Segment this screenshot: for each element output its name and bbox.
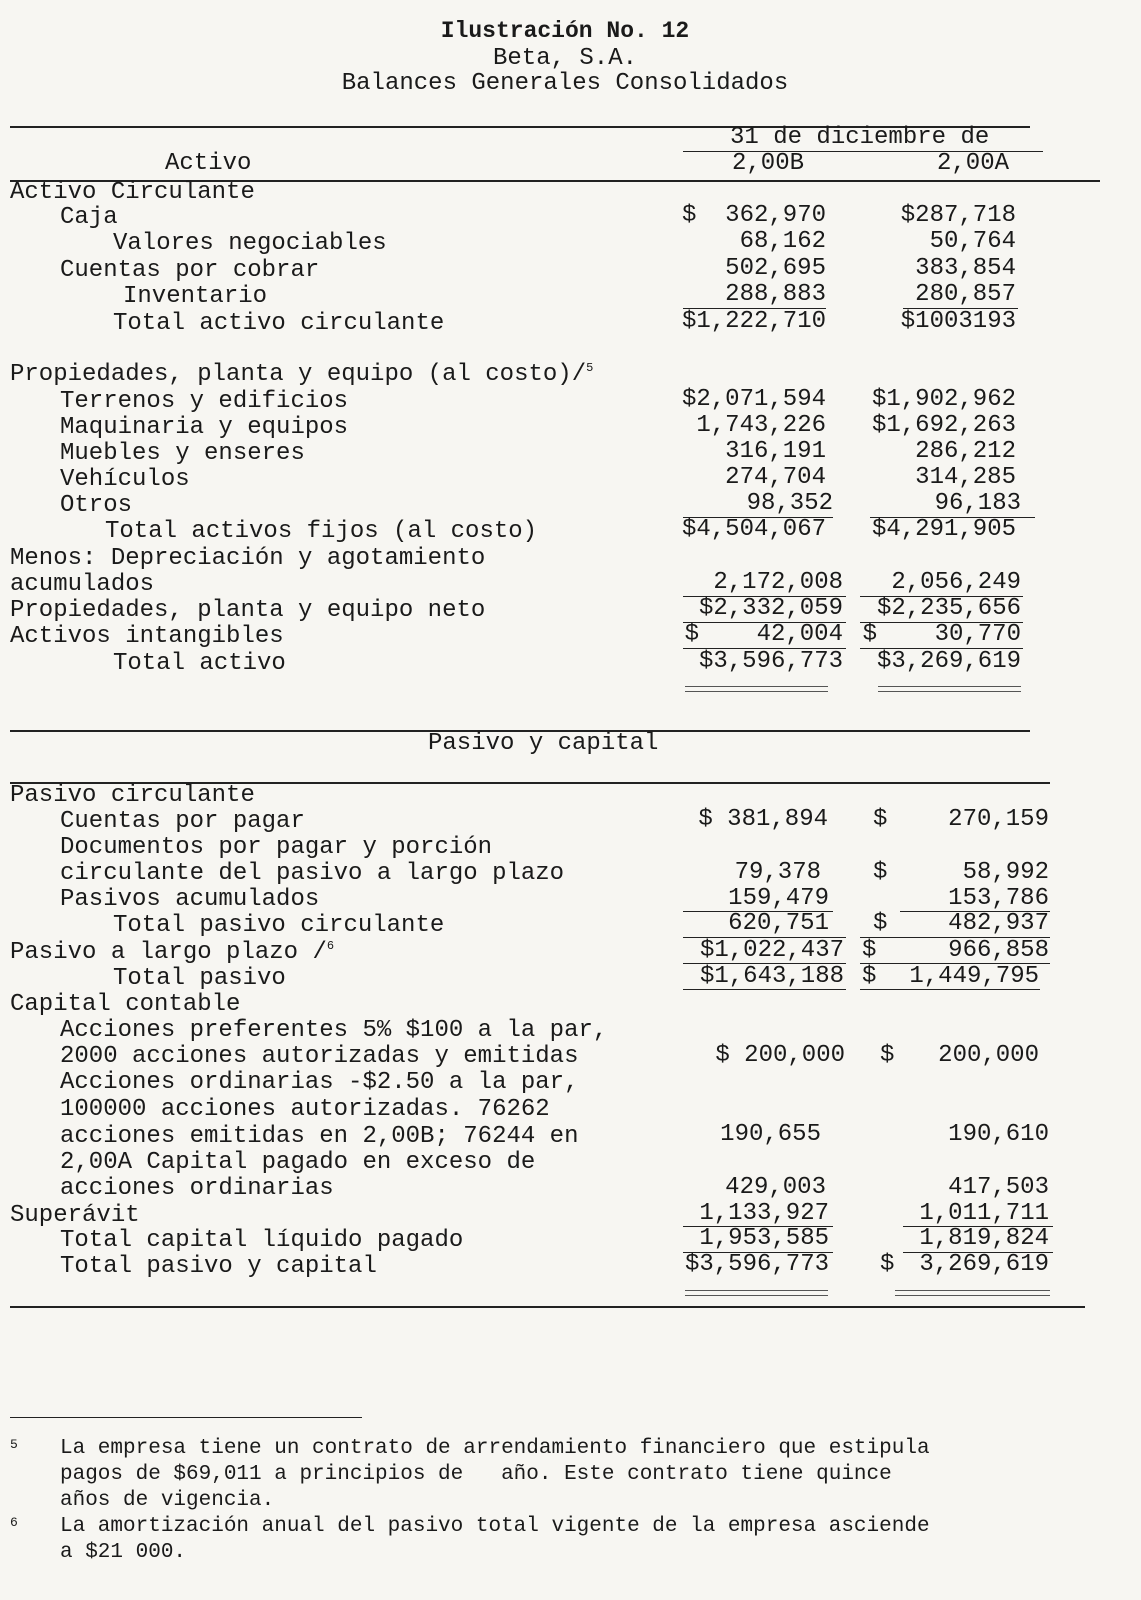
total-pasivo-circulante-b: 620,751 (728, 910, 829, 937)
preferentes-a: 200,000 (938, 1042, 1039, 1069)
pasivo-circulante-label: Pasivo circulante (10, 782, 255, 809)
valores-a: 50,764 (929, 228, 1016, 255)
total-pasivo-capital-b: $3,596,773 (684, 1251, 829, 1278)
tpyc-a-dollar: $ (880, 1251, 895, 1278)
largo-plazo-footnote-ref: 6 (326, 939, 335, 953)
footnote-5-line-3: años de vigencia. (60, 1489, 275, 1512)
acumulados-b: 159,479 (728, 885, 829, 912)
bottom-rule (10, 1306, 1085, 1308)
cxp-a: 270,159 (948, 806, 1049, 833)
exceso-b: 429,003 (725, 1174, 826, 1201)
acumulados-label: Pasivos acumulados (60, 886, 320, 913)
terrenos-b: $2,071,594 (681, 386, 826, 413)
vehiculos-b: 274,704 (725, 464, 826, 491)
footnote-5-line-1: La empresa tiene un contrato de arrendamiento financiero que estipula (60, 1437, 930, 1460)
total-fijos-label: Total activos fijos (al costo) (105, 518, 538, 545)
inventario-b: 288,883 (725, 281, 826, 308)
footnote-6-line-2: a $21 000. (60, 1541, 187, 1564)
exceso-a: 417,503 (948, 1174, 1049, 1201)
inventario-label: Inventario (123, 283, 268, 310)
cxc-label: Cuentas por cobrar (60, 257, 320, 284)
total-pasivo-label: Total pasivo (113, 965, 286, 992)
caja-b: $ 362,970 (681, 202, 826, 229)
otros-a: 96,183 (934, 490, 1021, 517)
cxc-a: 383,854 (915, 255, 1016, 282)
superavit-label: Superávit (10, 1202, 140, 1229)
largo-plazo-a: 966,858 (948, 937, 1049, 964)
maquinaria-label: Maquinaria y equipos (60, 414, 349, 441)
muebles-b: 316,191 (725, 438, 826, 465)
total-capital-a: 1,819,824 (919, 1225, 1049, 1252)
doc-a-dollar: $ (873, 859, 888, 886)
lp-a-dollar: $ (862, 937, 877, 964)
maquinaria-b: 1,743,226 (696, 412, 826, 439)
total-activo-circulante-a: $1003193 (900, 308, 1016, 335)
total-pasivo-capital-label: Total pasivo y capital (60, 1253, 377, 1280)
cxc-b: 502,695 (725, 255, 826, 282)
doc-b: 79,378 (734, 859, 821, 886)
vehiculos-label: Vehículos (60, 466, 190, 493)
otros-b: 98,352 (746, 490, 833, 517)
company-name: Beta, S.A. (492, 45, 638, 72)
double-underline (878, 686, 1021, 692)
doc-label-1: Documentos por pagar y porción (60, 834, 493, 861)
total-activo-label: Total activo (113, 650, 286, 677)
ppe-neto-label: Propiedades, planta y equipo neto (10, 597, 486, 624)
ppe-neto-a: $2,235,656 (876, 595, 1021, 622)
total-activo-circulante-b: $1,222,710 (681, 308, 826, 335)
largo-plazo-b: $1,022,437 (699, 937, 844, 964)
intangibles-a: $ 30,770 (862, 621, 1021, 648)
terrenos-label: Terrenos y edificios (60, 388, 349, 415)
vehiculos-a: 314,285 (915, 464, 1016, 491)
preferentes-label-2: 2000 acciones autorizadas y emitidas (60, 1043, 579, 1070)
doc-a: 58,992 (962, 859, 1049, 886)
tpc-a-dollar: $ (873, 910, 888, 937)
depreciacion-label-2: acumulados (10, 571, 155, 598)
rule (860, 989, 1040, 990)
superavit-a: 1,011,711 (919, 1200, 1049, 1227)
valores-label: Valores negociables (113, 230, 387, 257)
preferentes-label-1: Acciones preferentes 5% $100 a la par, (60, 1017, 608, 1044)
muebles-label: Muebles y enseres (60, 440, 305, 467)
cxp-b: $ 381,894 (698, 806, 828, 833)
footnote-5-number: 5 (10, 1437, 18, 1452)
ordinarias-b: 190,655 (720, 1121, 821, 1148)
ordinarias-label-3: acciones emitidas en 2,00B; 76244 en (60, 1123, 579, 1150)
total-capital-label: Total capital líquido pagado (60, 1227, 464, 1254)
tp-a-dollar: $ (862, 963, 877, 990)
cxp-label: Cuentas por pagar (60, 808, 305, 835)
maquinaria-a: $1,692,263 (871, 412, 1016, 439)
depreciacion-b: 2,172,008 (713, 569, 843, 596)
total-pasivo-circulante-label: Total pasivo circulante (113, 912, 445, 939)
total-fijos-a: $4,291,905 (871, 516, 1016, 543)
page-title: Ilustración No. 12 (440, 18, 690, 44)
double-underline (685, 1290, 828, 1296)
exceso-label-2: acciones ordinarias (60, 1175, 334, 1202)
year-a-header: 2,00A (937, 150, 1010, 177)
caja-label: Caja (60, 204, 118, 231)
valores-b: 68,162 (739, 228, 826, 255)
inventario-a: 280,857 (915, 281, 1016, 308)
ordinarias-label-1: Acciones ordinarias -$2.50 a la par, (60, 1069, 579, 1096)
date-header: 31 de diciembre de (730, 124, 990, 151)
statement-subtitle: Balances Generales Consolidados (341, 70, 789, 97)
ppe-neto-b: $2,332,059 (698, 595, 843, 622)
footnote-separator (10, 1417, 362, 1418)
pasivo-section-title: Pasivo y capital (428, 730, 659, 757)
total-fijos-b: $4,504,067 (681, 516, 826, 543)
pref-a-dollar: $ (880, 1042, 895, 1069)
total-pasivo-a: 1,449,795 (909, 963, 1039, 990)
terrenos-a: $1,902,962 (871, 386, 1016, 413)
ppe-label (10, 362, 593, 388)
largo-plazo-label (10, 940, 334, 966)
depreciacion-a: 2,056,249 (891, 569, 1021, 596)
intangibles-label: Activos intangibles (10, 623, 284, 650)
footnote-6-line-1: La amortización anual del pasivo total vigente de la empresa asciende (60, 1515, 930, 1538)
total-capital-b: 1,953,585 (699, 1225, 829, 1252)
total-activo-circulante-label: Total activo circulante (113, 310, 445, 337)
largo-plazo-text: Pasivo a largo plazo / (10, 939, 327, 966)
superavit-b: 1,133,927 (699, 1200, 829, 1227)
ordinarias-a: 190,610 (948, 1121, 1049, 1148)
preferentes-b: $ 200,000 (715, 1042, 845, 1069)
cxp-a-dollar: $ (873, 806, 888, 833)
double-underline (685, 686, 828, 692)
activo-circulante-label: Activo Circulante (10, 179, 255, 206)
total-pasivo-b: $1,643,188 (699, 963, 844, 990)
footnote-5-line-2: pagos de $69,011 a principios de año. Este contrato tiene quince (60, 1463, 892, 1486)
total-pasivo-capital-a: 3,269,619 (919, 1251, 1049, 1278)
footnote-6-number: 6 (10, 1515, 18, 1530)
otros-label: Otros (60, 492, 133, 519)
exceso-label-1: 2,00A Capital pagado en exceso de (60, 1149, 536, 1176)
capital-label: Capital contable (10, 991, 241, 1018)
muebles-a: 286,212 (915, 438, 1016, 465)
ppe-label-text: Propiedades, planta y equipo (al costo)/ (10, 361, 587, 388)
caja-a: $287,718 (900, 202, 1016, 229)
intangibles-b: $ 42,004 (684, 621, 843, 648)
depreciacion-label-1: Menos: Depreciación y agotamiento (10, 545, 486, 572)
double-underline (895, 1290, 1050, 1296)
year-b-header: 2,00B (732, 150, 805, 177)
total-pasivo-circulante-a: 482,937 (948, 910, 1049, 937)
ppe-footnote-ref: 5 (586, 361, 594, 375)
rule (683, 989, 846, 990)
total-activo-b: $3,596,773 (698, 648, 843, 675)
activo-header: Activo (165, 150, 252, 177)
doc-label-2: circulante del pasivo a largo plazo (60, 860, 565, 887)
total-activo-a: $3,269,619 (876, 648, 1021, 675)
acumulados-a: 153,786 (948, 885, 1049, 912)
ordinarias-label-2: 100000 acciones autorizadas. 76262 (60, 1096, 550, 1123)
